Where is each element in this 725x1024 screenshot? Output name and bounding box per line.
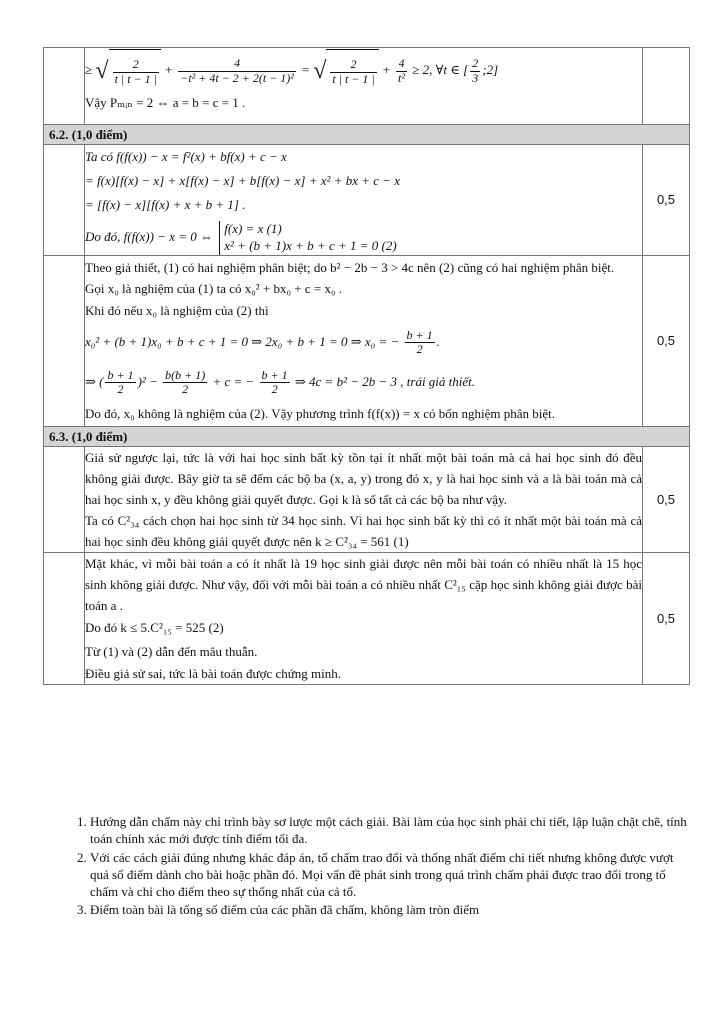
table-row (44, 553, 690, 685)
table-row (44, 255, 690, 426)
section-header-6-2: 6.2. (1,0 điểm) (44, 124, 690, 145)
note-item: 1. Hướng dẫn chấm này chỉ trình bày sơ lược một cách giải. Bài làm của học sinh phải chi tiết, lập luận chặt chẽ, tính toán chính xác mới được tính điểm tối đa. (90, 814, 690, 848)
table-row (44, 48, 690, 125)
inequality-line: ≥ √ $\frac{2}{t | t - 1 |}$ + $\frac{4}{\text{−t² + 4t − 2 + 2(t − 1)²}}$ = √ $\frac{2}{t | t - 1 |}$ + $\frac{4}{\text{t²}}$ ≥ 2, ∀t ∈ [ $\frac{2}{3}$ ;2] (85, 48, 642, 94)
note-item: 2. Với các cách giải đúng nhưng khác đáp án, tổ chấm trao đổi và thống nhất điểm chi tiết nhưng không được vượt quá số điểm dành cho bài hoặc phần đó. Mọi vấn đề phát sinh trong quá trình chấm phải được trao đổi trong tổ chấm và chỉ cho điểm theo sự thống nhất của cả tổ. (90, 850, 690, 901)
score-cell: 0,5 (643, 447, 690, 553)
table-row (44, 145, 690, 256)
solution-cell: Theo giả thiết, (1) có hai nghiệm phân biệt; do b² − 2b − 3 > 4c nên (2) cũng có hai nghiệm phân biệt. Gọi x₀ là nghiệm của (1) ta có x₀² + bx₀ + c = x₀ . Khi đó nếu x₀ là nghiệm của (2) thì x₀² + (b + 1)x₀ + b + c + 1 = 0 ⇒ 2x₀ + b + 1 = 0 ⇒ x₀ = − $\frac{b + 1}{2}$ . ⇒ ( $\frac{b + 1}{2}$ )² − $\frac{b(b + 1)}{2}$ + c = − $\frac{b + 1}{2}$ ⇒ 4c = b² − 2b − 3 , trái giả thiết. Do đó, x₀ không là nghiệm của (2). Vậy phương trình f(f(x)) = x có bốn nghiệm phân biệt. (85, 255, 643, 426)
equation-system: f(x) = x (1) x² + (b + 1)x + b + c + 1 = 0 (2) (219, 221, 396, 255)
solution-cell (85, 48, 643, 125)
table-row (44, 447, 690, 553)
note-item: 3. Điểm toàn bài là tổng số điểm của các phần đã chấm, không làm tròn điểm (90, 902, 690, 919)
solution-cell: Mặt khác, vì mỗi bài toán a có ít nhất là 19 học sinh giải được nên mỗi bài toán có nhiều nhất là 15 học sinh không giải được. Như vậy, đối với mỗi bài toán a có nhiều nhất C²₁₅ cặp học sinh không giải được bài toán a . Do đó k ≤ 5.C²₁₅ = 525 (2) Từ (1) và (2) dẫn đến mâu thuẫn. Điều giả sử sai, tức là bài toán được chứng minh. (85, 553, 643, 685)
score-cell: 0,5 (643, 553, 690, 685)
grading-notes (70, 814, 690, 921)
minimum-conclusion: Vậy Pₘᵢₙ = 2 ⇔ a = b = c = 1 . (85, 94, 246, 110)
case-split-line: Do đó, f(f(x)) − x = 0 ⇔ f(x) = x (1) x² + (b + 1)x + b + c + 1 = 0 (2) (85, 221, 397, 253)
grading-table (43, 47, 690, 685)
section-header-6-3: 6.3. (1,0 điểm) (44, 426, 690, 447)
score-cell: 0,5 (643, 255, 690, 426)
solution-cell: Giả sử ngược lại, tức là với hai học sinh bất kỳ tồn tại ít nhất một bài toán mà cả hai học sinh đó đều không giải được. Bây giờ ta sẽ đếm các bộ ba (x, a, y) trong đó x, y là hai học sinh và a là bài toán mà cả hai học sinh x, y đều không giải quyết được. Gọi k là số tất cả các bộ ba như vậy. Ta có C²₃₄ cách chọn hai học sinh từ 34 học sinh. Vì hai học sinh bất kỳ thì có ít nhất một bài toán mà cả hai học sinh đều không giải quyết được nên k ≥ C²₃₄ = 561 (1) (85, 447, 643, 553)
solution-cell: Ta có f(f(x)) − x = f²(x) + bf(x) + c − x = f(x)[f(x) − x] + x[f(x) − x] + b[f(x) − x] + x² + bx + c − x = [f(x) − x][f(x) + x + b + 1] . Do đó, f(f(x)) − x = 0 ⇔ f(x) = x (1) x² + (b + 1)x + b + c + 1 = 0 (2) (85, 145, 643, 256)
score-cell: 0,5 (643, 145, 690, 256)
